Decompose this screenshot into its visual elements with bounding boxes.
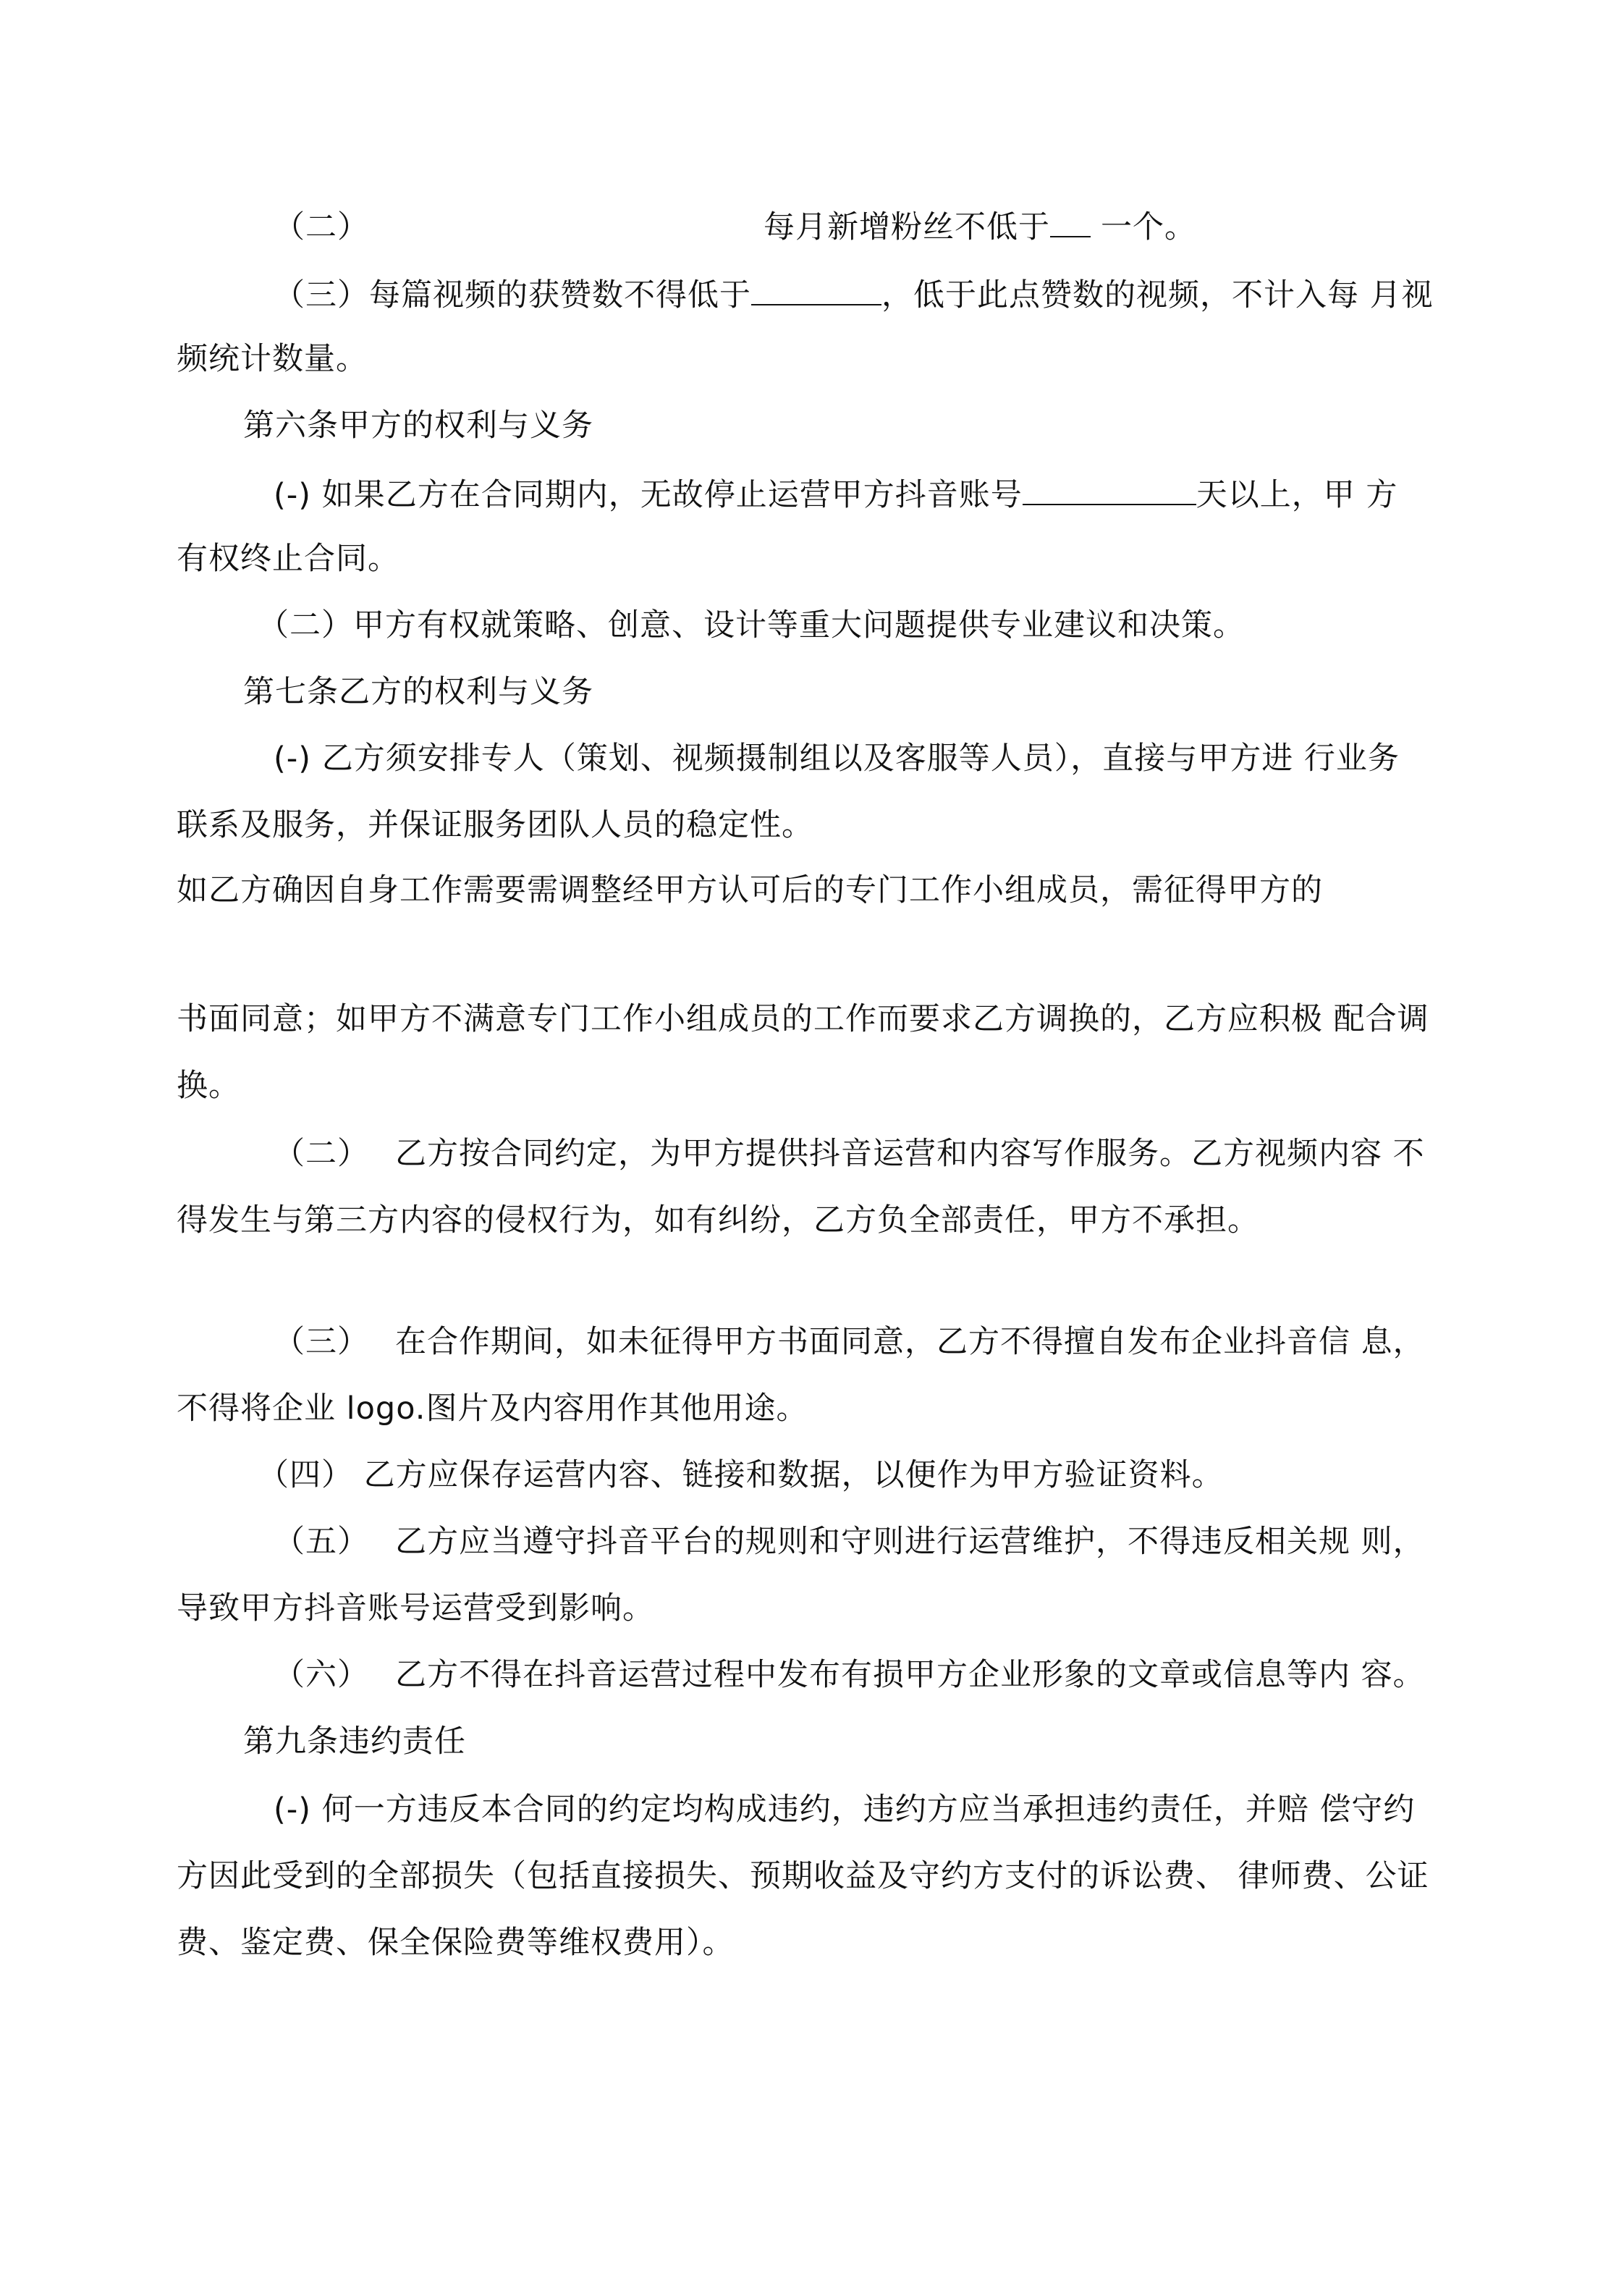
paragraph-line: 有权终止合同。 [177, 541, 399, 577]
paragraph-line: 不得将企业 logo.图片及内容用作其他用途。 [177, 1390, 808, 1427]
article-9-heading: 第九条违约责任 [243, 1723, 466, 1760]
clause-7-item-2: （二） 乙方按合同约定，为甲方提供抖音运营和内容写作服务。乙方视频内容 不 [274, 1136, 1425, 1172]
clause-5-item-3: （三）每篇视频的获赞数不得低于 ，低于此点赞数的视频，不计入每 月视 [274, 271, 1434, 317]
item-number: （六） [274, 1657, 369, 1693]
clause-7-item-1: (-) 乙方须安排专人（策划、视频摄制组以及客服等人员），直接与甲方进 行业务 [274, 740, 1400, 777]
paragraph-line: 书面同意；如甲方不满意专门工作小组成员的工作而要求乙方调换的，乙方应积极 配合调 [177, 1001, 1429, 1037]
clause-5-item-2: （二） 每月新增粉丝不低于 一个。 [274, 203, 1196, 249]
clause-6-item-1: (-) 如果乙方在合同期内，无故停止运营甲方抖音账号 天以上，甲 方 [274, 470, 1397, 517]
fill-blank[interactable] [751, 271, 881, 305]
article-6-heading: 第六条甲方的权利与义务 [243, 408, 593, 444]
clause-6-item-2: （二）甲方有权就策略、创意、设计等重大问题提供专业建议和决策。 [258, 607, 1245, 643]
clause-7-item-3: （三） 在合作期间，如未征得甲方书面同意，乙方不得擅自发布企业抖音信 息， [274, 1324, 1425, 1360]
fill-blank[interactable] [1023, 470, 1196, 505]
clause-9-item-1: (-) 何一方违反本合同的约定均构成违约，违约方应当承担违约责任，并赔 偿守约 [274, 1791, 1416, 1828]
item-number: （二） [274, 1136, 369, 1172]
paragraph-line: 导致甲方抖音账号运营受到影响。 [177, 1590, 654, 1626]
paragraph-line: 费、鉴定费、保全保险费等维权费用）。 [177, 1925, 735, 1961]
paragraph-line: 频统计数量。 [177, 341, 368, 377]
clause-7-item-4: （四） 乙方应保存运营内容、链接和数据，以便作为甲方验证资料。 [258, 1457, 1224, 1493]
paragraph-line: 如乙方确因自身工作需要需调整经甲方认可后的专门工作小组成员，需征得甲方的 [177, 872, 1323, 908]
paragraph-line: 方因此受到的全部损失（包括直接损失、预期收益及守约方支付的诉讼费、 律师费、公证 [177, 1858, 1429, 1894]
paragraph-line: 换。 [177, 1068, 240, 1104]
item-number: （三） [274, 1324, 369, 1360]
article-7-heading: 第七条乙方的权利与义务 [243, 674, 593, 710]
fill-blank[interactable] [1050, 203, 1091, 237]
item-number: （五） [274, 1524, 369, 1560]
clause-7-item-5: （五） 乙方应当遵守抖音平台的规则和守则进行运营维护，不得违反相关规 则， [274, 1524, 1425, 1560]
item-number: （二） [274, 209, 369, 245]
paragraph-line: 得发生与第三方内容的侵权行为，如有纠纷，乙方负全部责任，甲方不承担。 [177, 1202, 1259, 1238]
clause-7-item-6: （六） 乙方不得在抖音运营过程中发布有损甲方企业形象的文章或信息等内 容。 [274, 1657, 1425, 1693]
paragraph-line: 联系及服务，并保证服务团队人员的稳定性。 [177, 807, 813, 843]
